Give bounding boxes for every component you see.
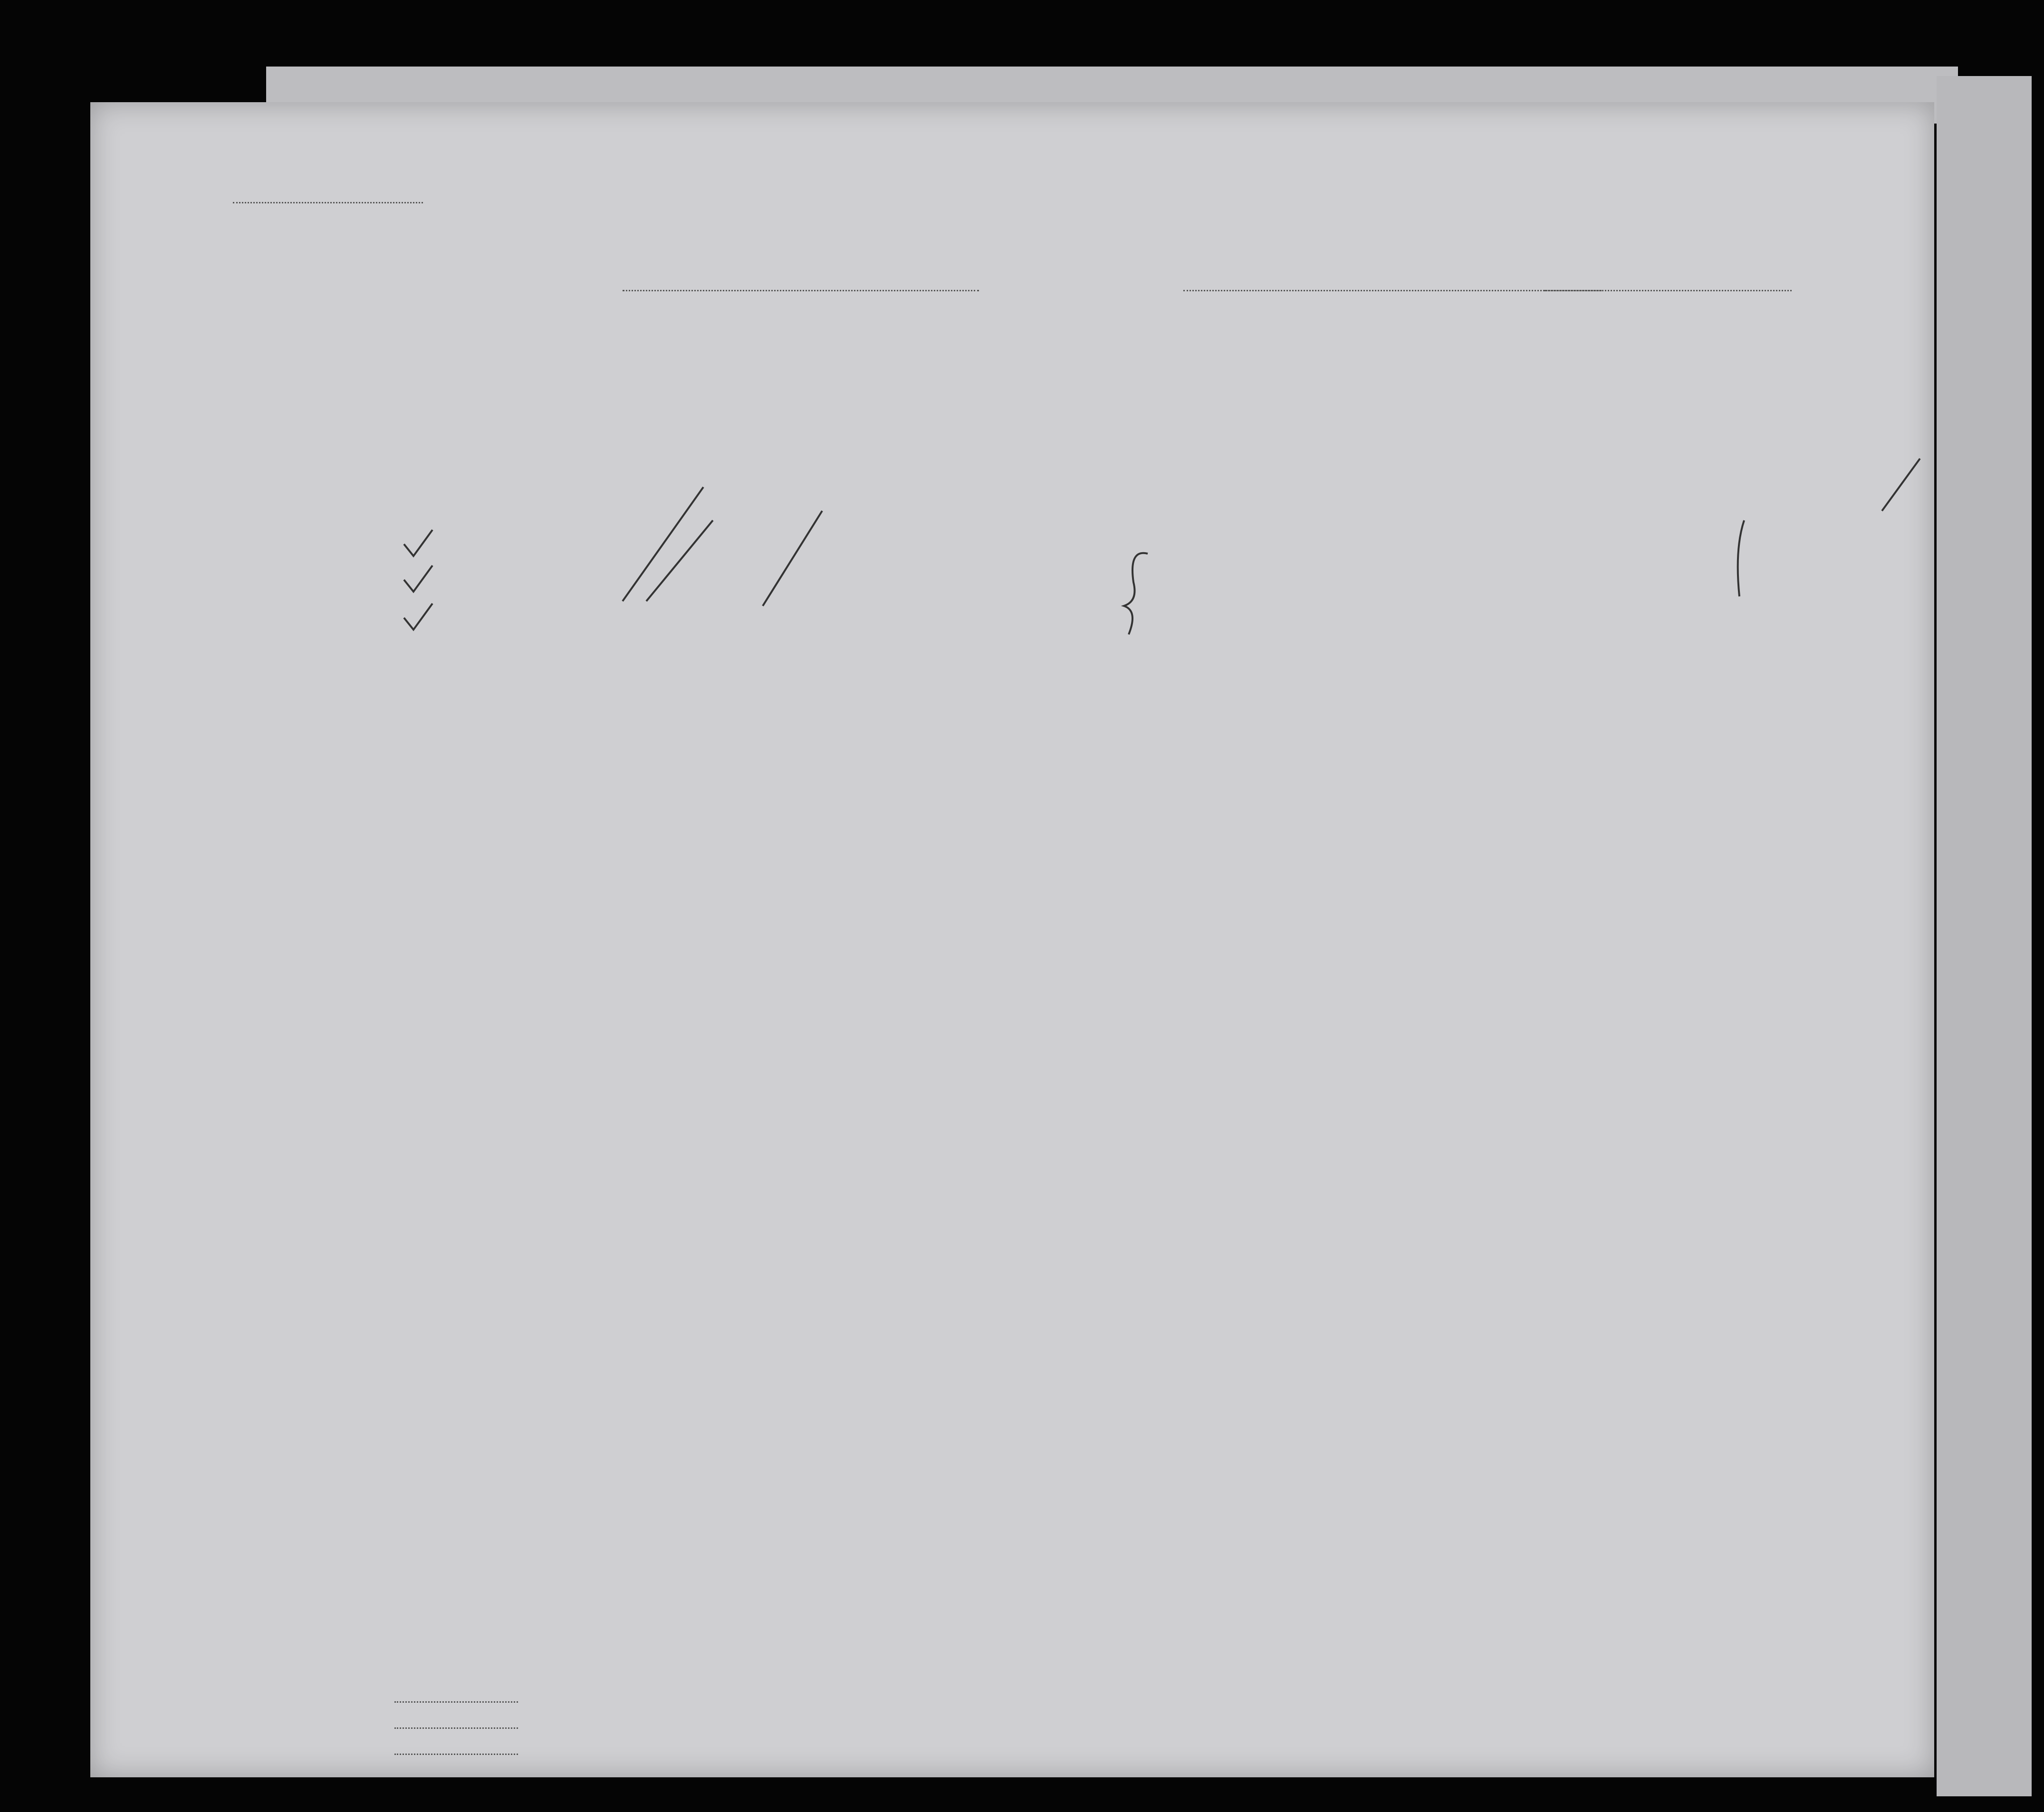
us-citizens-line: [394, 1727, 518, 1729]
sex-column-slash: [623, 487, 703, 601]
adjacent-sheet-edge: [1937, 76, 2032, 1796]
right-edge-slash: [1882, 459, 1920, 511]
check-mark-row-1: [404, 530, 432, 556]
occupation-slash: [763, 511, 822, 606]
check-mark-row-3: [404, 604, 432, 630]
pen-marks: [90, 102, 1934, 1777]
residence-bracket: [1738, 520, 1744, 596]
aliens-line: [394, 1754, 518, 1755]
birth-brace: [1124, 553, 1148, 634]
check-mark-row-2: [404, 566, 432, 592]
total-passengers-line: [394, 1701, 518, 1703]
marital-column-slash: [646, 520, 713, 601]
manifest-sheet: [90, 102, 1934, 1777]
